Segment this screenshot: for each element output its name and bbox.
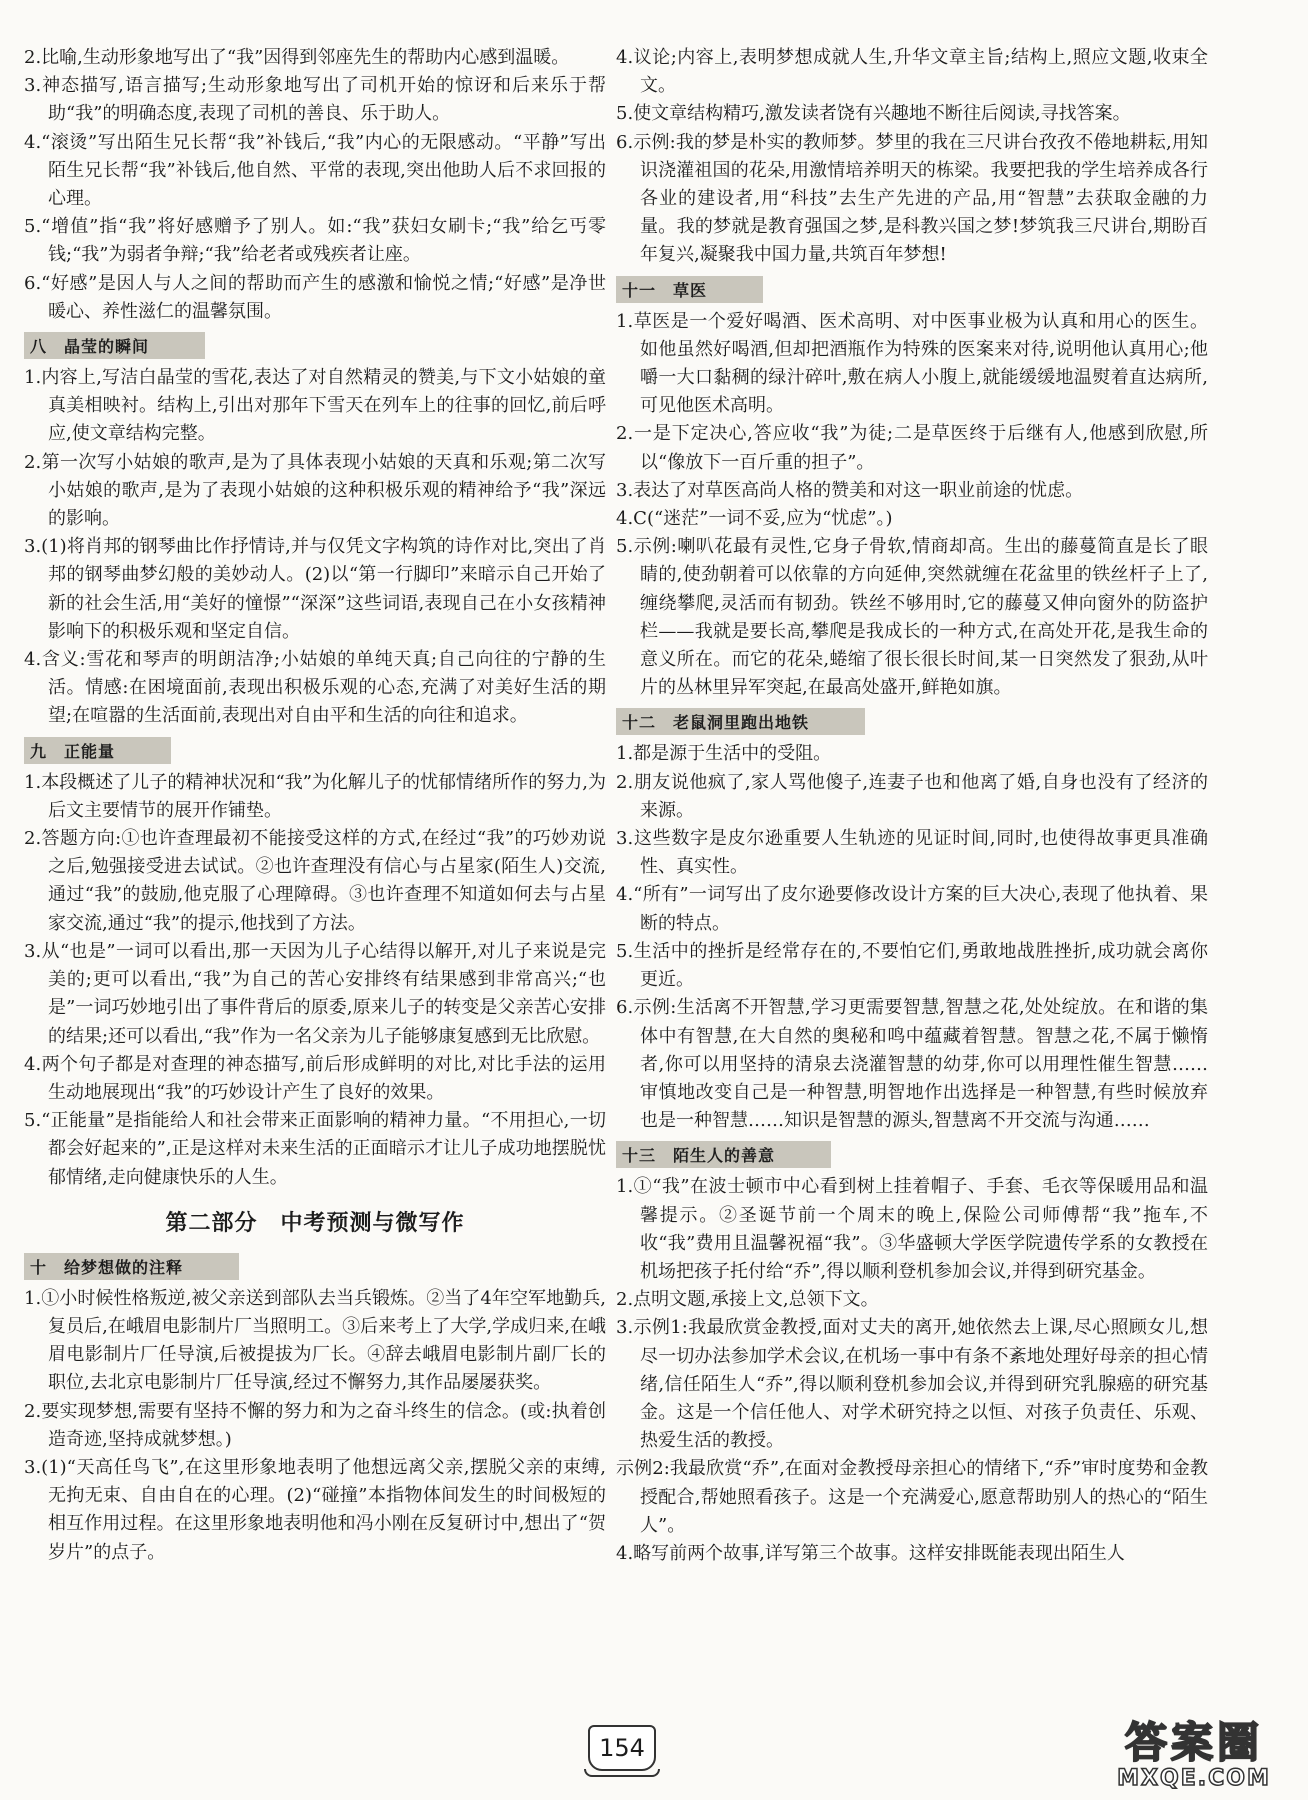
part-title: 第二部分 中考预测与微写作 — [165, 1209, 465, 1236]
answer-item: 3.从“也是”一词可以看出,那一天因为儿子心结得以解开,对儿子来说是完美的;更可以看出,“我”为自己的苦心安排终有结果感到非常高兴;“也是”一词巧妙地引出了事件背后的原委,原来儿子的转变是父亲苦心安排的结果;还可以看出,“我”作为一名父亲为儿子能够康复感到无比欣慰。 — [24, 940, 606, 1047]
answer-item: 3.这些数字是皮尔逊重要人生轨迹的见证时间,同时,也使得故事更具准确性、真实性。 — [616, 828, 1208, 878]
watermark-site-text: MXQE.COM — [1117, 1766, 1271, 1791]
answer-item: 3.神态描写,语言描写;生动形象地写出了司机开始的惊讶和后来乐于帮助“我”的明确态度,表现了司机的善良、乐于助人。 — [24, 75, 606, 125]
section-heading-8: 八 晶莹的瞬间 — [24, 332, 205, 359]
answer-item: 4.略写前两个故事,详写第三个故事。这样安排既能表现出陌生人 — [616, 1542, 1125, 1564]
answer-item: 6.示例:我的梦是朴实的教师梦。梦里的我在三尺讲台孜孜不倦地耕耘,用知识浇灌祖国的花朵,用激情培养明天的栋梁。我要把我的学生培养成各行各业的建设者,用“科技”去生产先进的产品,用“智慧”去获取金融的力量。我的梦就是教育强国之梦,是科教兴国之梦!梦筑我三尺讲台,期盼百年复兴,凝聚我中国力量,共筑百年梦想! — [616, 131, 1208, 266]
watermark-logo-text: 答案圈 — [1124, 1718, 1263, 1767]
answer-item: 1.本段概述了儿子的精神状况和“我”为化解儿子的忧郁情绪所作的努力,为后文主要情节的展开作铺垫。 — [24, 771, 606, 821]
section-heading-10: 十 给梦想做的注释 — [24, 1253, 239, 1280]
section-heading-9: 九 正能量 — [24, 737, 171, 764]
left-column — [24, 44, 606, 1567]
answer-item: 1.草医是一个爱好喝酒、医术高明、对中医事业极为认真和用心的医生。如他虽然好喝酒,但却把酒瓶作为特殊的医案来对待,说明他认真用心;他嚼一大口黏稠的绿汁碎叶,敷在病人小腹上,就能缓缓地温熨着直达病所,可见他医术高明。 — [616, 310, 1208, 417]
answer-item: 4.含义:雪花和琴声的明朗洁净;小姑娘的单纯天真;自己向往的宁静的生活。情感:在困境面前,表现出积极乐观的心态,充满了对美好生活的期望;在喧嚣的生活面前,表现出对自由平和生活的向往和追求。 — [24, 649, 606, 727]
answer-item: 4.“所有”一词写出了皮尔逊要修改设计方案的巨大决心,表现了他执着、果断的特点。 — [616, 884, 1208, 934]
section-heading-12: 十二 老鼠洞里跑出地铁 — [616, 708, 865, 735]
answer-item: 2.第一次写小姑娘的歌声,是为了具体表现小姑娘的天真和乐观;第二次写小姑娘的歌声,是为了表现小姑娘的这种积极乐观的精神给予“我”深远的影响。 — [24, 451, 606, 530]
answer-item: 6.“好感”是因人与人之间的帮助而产生的感激和愉悦之情;“好感”是净世暖心、养性滋仁的温馨氛围。 — [24, 272, 606, 322]
answer-item: 2.比喻,生动形象地写出了“我”因得到邻座先生的帮助内心感到温暖。 — [24, 47, 570, 68]
answer-item: 5.示例:喇叭花最有灵性,它身子骨软,情商却高。生出的藤蔓简直是长了眼睛的,使劲朝着可以依靠的方向延伸,突然就缠在花盆里的铁丝杆子上了,缠绕攀爬,灵活而有韧劲。铁丝不够用时,它的藤蔓又伸向窗外的防盗护栏——我就是要长高,攀爬是我成长的一种方式,在高处开花,是我生命的意义所在。而它的花朵,蜷缩了很长很长时间,某一日突然发了狠劲,从叶片的丛林里异军突起,在最高处盛开,鲜艳如旗。 — [616, 536, 1208, 699]
section-heading-13: 十三 陌生人的善意 — [616, 1141, 831, 1168]
answer-item: 5.生活中的挫折是经常存在的,不要怕它们,勇敢地战胜挫折,成功就会离你更近。 — [616, 940, 1208, 991]
answer-item: 4.两个句子都是对查理的神态描写,前后形成鲜明的对比,对比手法的运用生动地展现出“我”的巧妙设计产生了良好的效果。 — [24, 1053, 606, 1103]
section-heading-11: 十一 草医 — [616, 276, 763, 303]
answer-item: 3.示例1:我最欣赏金教授,面对丈夫的离开,她依然去上课,尽心照顾女儿,想尽一切办法参加学术会议,在机场一事中有条不紊地处理好母亲的担心情绪,信任陌生人“乔”,得以顺利登机参加会议,并得到研究乳腺癌的研究基金。这是一个信任他人、对学术研究持之以恒、对孩子负责任、乐观、热爱生活的教授。 — [616, 1317, 1208, 1452]
answer-item: 3.表达了对草医高尚人格的赞美和对这一职业前途的忧虑。 — [616, 479, 1084, 501]
right-column — [616, 44, 1208, 1568]
answer-item: 5.使文章结构精巧,激发读者饶有兴趣地不断往后阅读,寻找答案。 — [616, 103, 1131, 125]
answer-item: 2.一是下定决心,答应收“我”为徒;二是草医终于后继有人,他感到欣慰,所以“像放下一百斤重的担子”。 — [616, 423, 1208, 473]
answer-item: 3.(1)将肖邦的钢琴曲比作抒情诗,并与仅凭文字构筑的诗作对比,突出了肖邦的钢琴曲梦幻般的美妙动人。(2)以“第一行脚印”来暗示自己开始了新的社会生活,用“美好的憧憬”“深深”这些词语,表现自己在小女孩精神影响下的积极乐观和坚定自信。 — [24, 536, 606, 642]
answer-item: 示例2:我最欣赏“乔”,在面对金教授母亲担心的情绪下,“乔”审时度势和金教授配合,帮她照看孩子。这是一个充满爱心,愿意帮助别人的热心的“陌生人”。 — [616, 1458, 1208, 1536]
answer-item: 1.①“我”在波士顿市中心看到树上挂着帽子、手套、毛衣等保暖用品和温馨提示。②圣诞节前一个周末的晚上,保险公司师傅帮“我”拖车,不收“我”费用且温馨祝福“我”。③华盛顿大学医学院遗传学系的女教授在机场把孩子托付给“乔”,得以顺利登机参加会议,并得到研究基金。 — [616, 1176, 1208, 1282]
answer-item: 5.“正能量”是指能给人和社会带来正面影响的精神力量。“不用担心,一切都会好起来的”,正是这样对未来生活的正面暗示才让儿子成功地摆脱忧郁情绪,走向健康快乐的人生。 — [24, 1110, 606, 1188]
answer-item: 1.内容上,写洁白晶莹的雪花,表达了对自然精灵的赞美,与下文小姑娘的童真美相映衬。结构上,引出对那年下雪天在列车上的往事的回忆,前后呼应,使文章结构完整。 — [24, 367, 606, 445]
answer-item: 2.点明文题,承接上文,总领下文。 — [616, 1289, 879, 1311]
answer-item: 5.“增值”指“我”将好感赠予了别人。如:“我”获妇女刷卡;“我”给乞丐零钱;“我”为弱者争辩;“我”给老者或残疾者让座。 — [24, 216, 606, 266]
answer-item: 4.C(“迷茫”一词不妥,应为“忧虑”。) — [616, 508, 893, 530]
answer-item: 4.议论;内容上,表明梦想成就人生,升华文章主旨;结构上,照应文题,收束全文。 — [616, 47, 1208, 97]
answer-item: 4.“滚烫”写出陌生兄长帮“我”补钱后,“我”内心的无限感动。“平静”写出陌生兄长帮“我”补钱后,他自然、平常的表现,突出他助人后不求回报的心理。 — [24, 131, 606, 210]
answer-item: 2.要实现梦想,需要有坚持不懈的努力和为之奋斗终生的信念。(或:执着创造奇迹,坚持成就梦想。) — [24, 1400, 606, 1450]
page-number — [588, 1725, 656, 1771]
answer-item: 2.答题方向:①也许查理最初不能接受这样的方式,在经过“我”的巧妙劝说之后,勉强接受进去试试。②也许查理没有信心与占星家(陌生人)交流,通过“我”的鼓励,他克服了心理障碍。③也许查理不知道如何去与占星家交流,通过“我”的提示,他找到了方法。 — [24, 828, 606, 934]
answer-item: 3.(1)“天高任鸟飞”,在这里形象地表明了他想远离父亲,摆脱父亲的束缚,无拘无束、自由自在的心理。(2)“碰撞”本指物体间发生的时间极短的相互作用过程。在这里形象地表明他和冯小刚在反复研讨中,想出了“贺岁片”的点子。 — [24, 1456, 606, 1563]
answer-item: 6.示例:生活离不开智慧,学习更需要智慧,智慧之花,处处绽放。在和谐的集体中有智慧,在大自然的奥秘和鸣中蕴藏着智慧。智慧之花,不属于懒惰者,你可以用坚持的清泉去浇灌智慧的幼芽,你可以用理性催生智慧……审慎地改变自己是一种智慧,明智地作出选择是一种智慧,有些时候放弃也是一种智慧……知识是智慧的源头,智慧离不开交流与沟通…… — [616, 997, 1208, 1132]
watermark-logo — [1090, 1712, 1298, 1792]
page-number-text: 154 — [599, 1734, 645, 1762]
answer-item: 1.都是源于生活中的受阻。 — [616, 743, 832, 765]
answer-item: 1.①小时候性格叛逆,被父亲送到部队去当兵锻炼。②当了4年空军地勤兵,复员后,在峨眉电影制片厂当照明工。③后来考上了大学,学成归来,在峨眉电影制片厂任导演,后被提拔为厂长。④辞去峨眉电影制片副厂长的职位,去北京电影制片厂任导演,经过不懈努力,其作品屡屡获奖。 — [24, 1287, 606, 1394]
answer-item: 2.朋友说他疯了,家人骂他傻子,连妻子也和他离了婚,自身也没有了经济的来源。 — [616, 771, 1208, 821]
